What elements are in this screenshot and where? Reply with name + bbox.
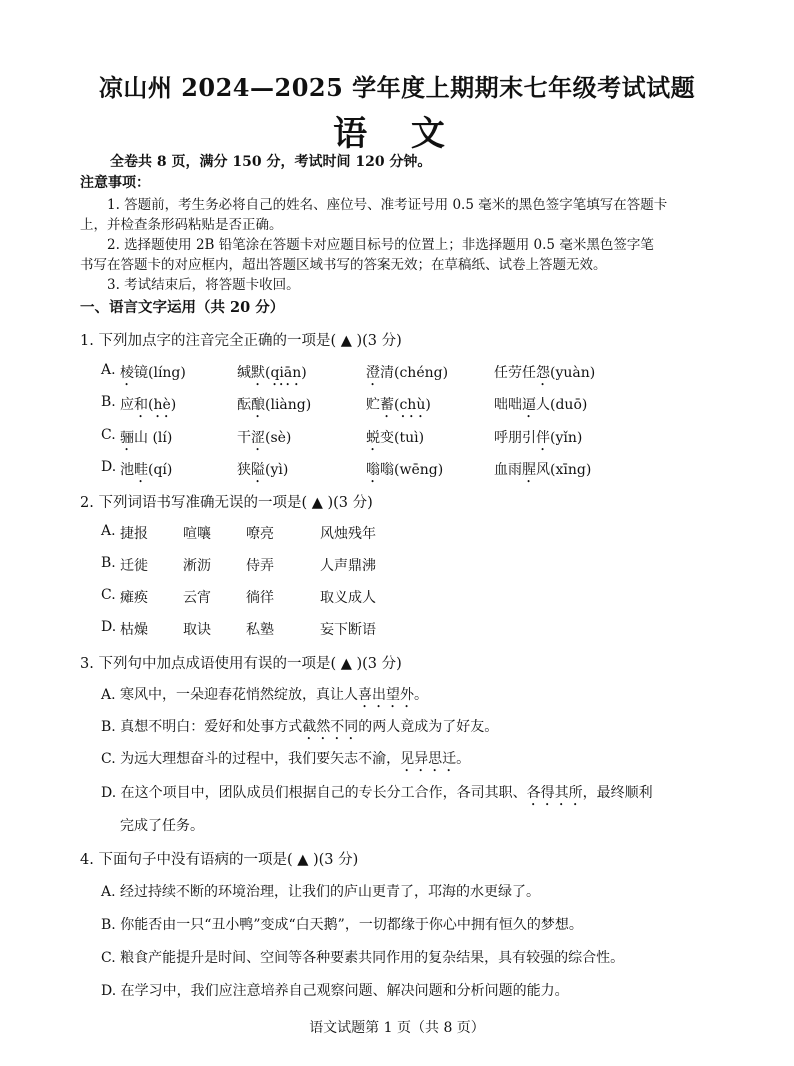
- option-word: 棱镜(líng): [120, 365, 186, 381]
- page-footer: 语文试题第 1 页（共 8 页）: [309, 1020, 485, 1036]
- section-heading: 一、语言文字运用（共 20 分）: [80, 299, 285, 316]
- question-3-option-d: D. 在这个项目中，团队成员们根据自己的专长分工合作，各司其职、各得其所，最终顺利: [101, 785, 653, 801]
- question-4-stem: 4. 下面句子中没有语病的一项是( ▲ )(3 分): [80, 852, 359, 868]
- option-word: 咄咄逼人(duō): [494, 397, 588, 413]
- exam-meta: 全卷共 8 页，满分 150 分，考试时间 120 分钟。: [110, 154, 432, 170]
- option-label: B.: [101, 917, 116, 933]
- option-label: D.: [101, 619, 117, 635]
- option-word: 枯燥: [120, 622, 148, 638]
- option-word: 淅沥: [183, 558, 211, 574]
- option-word: 酝酿(liàng): [237, 397, 312, 413]
- question-4-option-a: A. 经过持续不断的环境治理，让我们的庐山更青了，邛海的水更绿了。: [101, 884, 541, 900]
- option-label: C.: [101, 587, 116, 603]
- dotted-idiom: 喜出望外: [358, 687, 415, 703]
- option-label: C.: [101, 427, 116, 443]
- option-label: A.: [101, 884, 116, 900]
- option-word: 妄下断语: [320, 622, 376, 638]
- question-3-stem: 3. 下列句中加点成语使用有误的一项是( ▲ )(3 分): [80, 656, 402, 672]
- option-label: C.: [101, 950, 116, 966]
- question-3-option-c: C. 为远大理想奋斗的过程中，我们要矢志不渝，见异思迁。: [101, 751, 471, 767]
- option-word: 蜕变(tuì): [366, 430, 425, 446]
- exam-title: 凉山州 2024—2025 学年度上期期末七年级考试试题: [98, 73, 696, 102]
- option-word: 嗡嗡(wēng): [366, 462, 444, 478]
- option-label: A.: [101, 362, 116, 378]
- option-word: 取诀: [183, 622, 211, 638]
- option-label: B.: [101, 394, 116, 410]
- note-item-3: 3. 考试结束后，将答题卡收回。: [107, 277, 300, 293]
- question-3-option-a: A. 寒风中，一朵迎春花悄然绽放，真让人喜出望外。: [101, 687, 429, 703]
- note-item-1-line-2: 上，并检查条形码粘贴是否正确。: [80, 217, 283, 233]
- dotted-idiom: 截然不同: [302, 719, 359, 735]
- option-word: 云宵: [183, 590, 211, 606]
- option-label: B.: [101, 719, 116, 735]
- option-word: 骊山 (lí): [120, 430, 173, 446]
- option-word: 任劳任怨(yuàn): [494, 365, 596, 381]
- option-label: D.: [101, 459, 117, 475]
- option-word: 呼朋引伴(yǐn): [494, 430, 583, 446]
- option-word: 贮蓄(chù): [366, 397, 431, 413]
- option-label: D.: [101, 983, 117, 999]
- option-label: D.: [101, 785, 117, 801]
- option-word: 干涩(sè): [237, 430, 292, 446]
- option-word: 取义成人: [320, 590, 376, 606]
- note-item-2-line-2: 书写在答题卡的对应框内，超出答题区域书写的答案无效；在草稿纸、试卷上答题无效。: [80, 257, 607, 273]
- option-word: 侍弄: [246, 558, 274, 574]
- note-item-2-line-1: 2. 选择题使用 2B 铅笔涂在答题卡对应题目标号的位置上；非选择题用 0.5 毫米黑色签字笔: [107, 237, 654, 253]
- option-label: A.: [101, 523, 116, 539]
- option-word: 人声鼎沸: [320, 558, 376, 574]
- question-3-option-d-line-2: 完成了任务。: [120, 818, 204, 834]
- option-word: 瘫痪: [120, 590, 148, 606]
- option-label: B.: [101, 555, 116, 571]
- option-word: 池畦(qí): [120, 462, 173, 478]
- dotted-idiom: 见异思迁: [400, 751, 457, 767]
- question-1-stem: 1. 下列加点字的注音完全正确的一项是( ▲ )(3 分): [80, 333, 402, 349]
- question-4-option-d: D. 在学习中，我们应注意培养自己观察问题、解决问题和分析问题的能力。: [101, 983, 569, 999]
- option-label: C.: [101, 751, 116, 767]
- question-4-option-c: C. 粮食产能提升是时间、空间等各种要素共同作用的复杂结果，具有较强的综合性。: [101, 950, 625, 966]
- option-word: 狭隘(yì): [237, 462, 289, 478]
- option-word: 私塾: [246, 622, 274, 638]
- question-4-option-b: B. 你能否由一只“丑小鸭”变成“白天鹅”，一切都缘于你心中拥有恒久的梦想。: [101, 917, 583, 933]
- option-word: 风烛残年: [320, 526, 376, 542]
- option-word: 血雨腥风(xīng): [494, 462, 592, 478]
- dotted-idiom: 各得其所: [526, 785, 583, 801]
- option-label: A.: [101, 687, 116, 703]
- subject-title: 语 文: [333, 114, 461, 154]
- option-word: 喧嚷: [183, 526, 211, 542]
- option-word: 嘹亮: [246, 526, 274, 542]
- option-word: 应和(hè): [120, 397, 177, 413]
- option-word: 徜徉: [246, 590, 274, 606]
- option-word: 缄默(qiān): [237, 365, 307, 381]
- option-word: 澄清(chéng): [366, 365, 449, 381]
- option-word: 迁徙: [120, 558, 148, 574]
- notes-heading: 注意事项：: [80, 175, 150, 191]
- question-3-option-b: B. 真想不明白：爱好和处事方式截然不同的两人竟成为了好友。: [101, 719, 499, 735]
- note-item-1-line-1: 1. 答题前，考生务必将自己的姓名、座位号、准考证号用 0.5 毫米的黑色签字笔填写在答题卡: [107, 197, 668, 213]
- option-word: 捷报: [120, 526, 148, 542]
- question-2-stem: 2. 下列词语书写准确无误的一项是( ▲ )(3 分): [80, 495, 373, 511]
